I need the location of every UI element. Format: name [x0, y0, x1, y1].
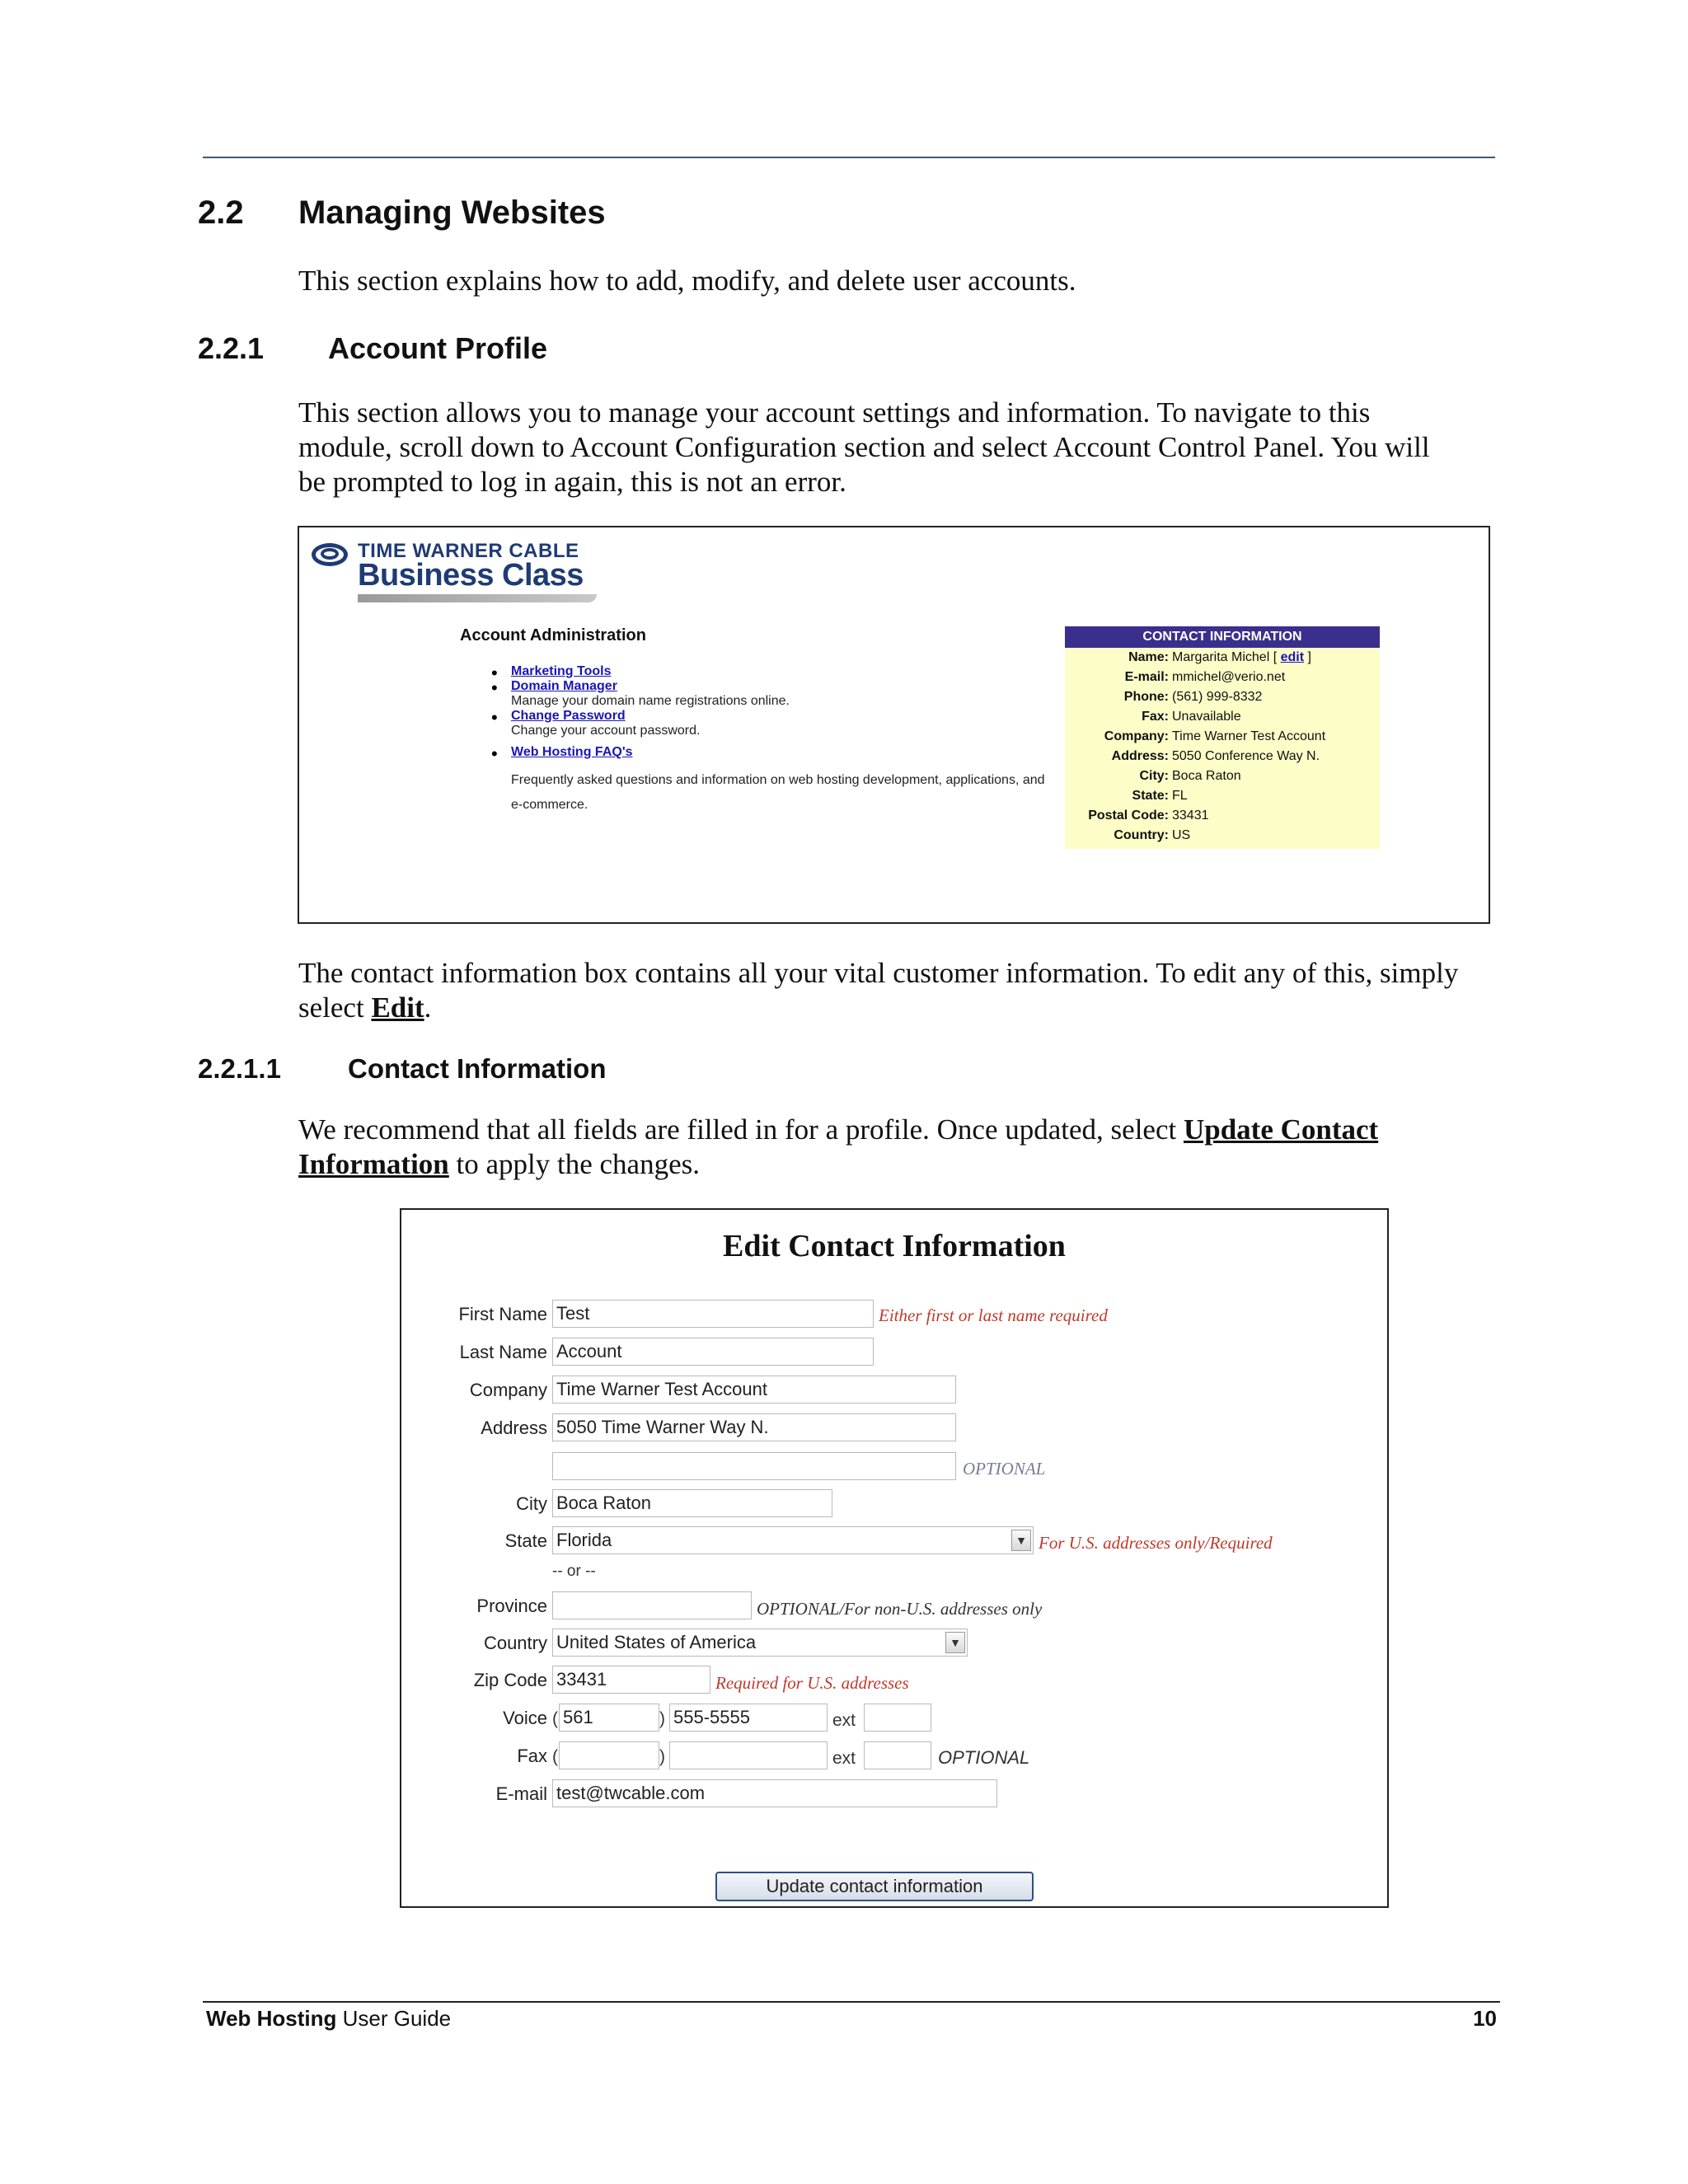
city-field[interactable]: Boca Raton: [552, 1489, 832, 1517]
contact-label: Address:: [1111, 749, 1169, 763]
contact-value: (561) 999-8332: [1172, 690, 1263, 704]
voice-label: Voice: [503, 1708, 547, 1728]
fax-ext-label: ext: [832, 1749, 856, 1768]
contact-row-city: [1065, 766, 1380, 786]
logo-swoosh: [358, 594, 597, 602]
voice-ext-field[interactable]: [864, 1704, 931, 1732]
country-select[interactable]: [552, 1629, 968, 1657]
city-label: City: [516, 1493, 547, 1514]
name-required-note: Either first or last name required: [879, 1305, 1108, 1325]
company-label: Company: [469, 1380, 547, 1400]
section-number: 2.2: [198, 194, 244, 231]
marketing-tools-link[interactable]: • Marketing Tools: [511, 664, 612, 678]
subsubsection-number: 2.2.1.1: [198, 1053, 281, 1084]
fax-area-code-field[interactable]: [559, 1741, 659, 1769]
voice-area-code-field[interactable]: 561: [559, 1704, 659, 1732]
last-name-field[interactable]: Account: [552, 1338, 874, 1366]
email-field[interactable]: test@twcable.com: [552, 1779, 997, 1807]
state-select[interactable]: [552, 1526, 1034, 1554]
contact-row-fax: [1065, 707, 1380, 727]
chevron-down-icon[interactable]: ▼: [945, 1632, 965, 1653]
contact-name-value: Margarita Michel [: [1172, 650, 1278, 664]
page-number: 10: [1473, 2006, 1497, 2031]
subsubsection-body: [298, 1113, 1469, 1182]
contact-value: FL: [1172, 789, 1188, 803]
contact-label: E-mail:: [1124, 670, 1169, 684]
fax-label: Fax: [517, 1746, 547, 1766]
section-intro: This section explains how to add, modify, and delete user accounts.: [298, 265, 1076, 297]
footer-title: [206, 2006, 451, 2032]
web-hosting-faq-link[interactable]: • Web Hosting FAQ's: [511, 745, 633, 759]
first-name-label: First Name: [458, 1304, 547, 1324]
contact-info-header: CONTACT INFORMATION: [1065, 626, 1380, 648]
country-label: Country: [483, 1633, 547, 1653]
section-title: Managing Websites: [298, 194, 606, 231]
footer-title-rest: User Guide: [336, 2006, 452, 2031]
address-field[interactable]: 5050 Time Warner Way N.: [552, 1413, 956, 1441]
province-optional-note: OPTIONAL/For non-U.S. addresses only: [757, 1599, 1043, 1619]
logo-line2: Business Class: [358, 558, 584, 593]
province-field[interactable]: [552, 1591, 752, 1619]
first-name-field[interactable]: Test: [552, 1300, 874, 1328]
footer-title-bold: Web Hosting: [206, 2006, 337, 2031]
contact-row-postal-code: [1065, 806, 1380, 826]
contact-value: US: [1172, 828, 1191, 842]
address2-optional-note: OPTIONAL: [963, 1459, 1046, 1479]
change-password-link[interactable]: • Change Password: [511, 709, 626, 723]
contact-box-text-end: .: [424, 991, 432, 1024]
contact-info-text: We recommend that all fields are filled in for a profile. Once updated, select: [298, 1113, 1184, 1146]
contact-label: Phone:: [1123, 690, 1169, 704]
contact-row-email: [1065, 668, 1380, 687]
fax-optional-note: OPTIONAL: [938, 1747, 1030, 1768]
contact-row-company: [1065, 727, 1380, 747]
subsection-number: 2.2.1: [198, 331, 265, 365]
header-rule: [203, 157, 1495, 158]
edit-reference: Edit: [371, 991, 424, 1024]
contact-label: Postal Code:: [1088, 808, 1169, 823]
time-warner-logo: [310, 537, 631, 607]
subsection-body: This section allows you to manage your account settings and information. To navigate to this module, scroll down to Account Configuration section and select Account Control Panel. You will be prompted to log in again, this is not an error.: [298, 396, 1430, 498]
voice-close-paren: ): [659, 1709, 665, 1728]
list-item: [491, 745, 1068, 818]
zip-code-label: Zip Code: [473, 1670, 547, 1690]
contact-row-country: [1065, 826, 1380, 846]
contact-label: State:: [1132, 789, 1169, 803]
fax-close-paren: ): [659, 1747, 665, 1766]
address2-field[interactable]: [552, 1452, 956, 1480]
footer-rule: [203, 2001, 1500, 2003]
state-required-note: For U.S. addresses only/Required: [1039, 1533, 1273, 1553]
contact-label: Company:: [1104, 729, 1169, 743]
update-contact-button[interactable]: Update contact information: [715, 1872, 1034, 1901]
voice-number-field[interactable]: 555-5555: [669, 1704, 828, 1732]
chevron-down-icon[interactable]: ▼: [1011, 1530, 1031, 1551]
zip-code-field[interactable]: 33431: [552, 1666, 710, 1694]
list-item: [491, 664, 1068, 679]
company-field[interactable]: Time Warner Test Account: [552, 1376, 956, 1404]
subsubsection-title: Contact Information: [348, 1053, 607, 1084]
contact-label: Country:: [1114, 828, 1169, 842]
logo-line1: TIME WARNER CABLE: [358, 540, 579, 562]
contact-value: 5050 Conference Way N.: [1172, 749, 1320, 763]
contact-value: mmichel@verio.net: [1172, 670, 1286, 684]
contact-info-box: [1065, 626, 1380, 849]
change-password-desc: Change your account password.: [511, 724, 701, 738]
contact-label: Name:: [1128, 650, 1169, 664]
state-label: State: [504, 1530, 547, 1551]
contact-row-address: [1065, 747, 1380, 766]
province-label: Province: [476, 1596, 547, 1616]
email-label: E-mail: [495, 1783, 547, 1804]
contact-box-description: [298, 956, 1469, 1025]
contact-label: Fax:: [1142, 710, 1169, 724]
domain-manager-desc: Manage your domain name registrations online.: [511, 694, 790, 708]
fax-ext-field[interactable]: [864, 1741, 931, 1769]
state-select-value: Florida: [556, 1530, 612, 1550]
contact-row-name: [1065, 648, 1380, 668]
contact-row-phone: [1065, 687, 1380, 707]
zip-required-note: Required for U.S. addresses: [715, 1673, 909, 1693]
country-select-value: United States of America: [556, 1632, 757, 1652]
web-hosting-faq-desc: Frequently asked questions and information on web hosting development, applications, and e-commerce.: [511, 773, 1045, 812]
contact-edit-link[interactable]: edit: [1280, 650, 1305, 664]
contact-name-tail: ]: [1307, 650, 1311, 664]
account-admin-title: Account Administration: [460, 626, 646, 644]
contact-label: City:: [1139, 769, 1169, 783]
contact-value: 33431: [1172, 808, 1209, 823]
contact-value: Boca Raton: [1172, 769, 1241, 783]
contact-value: Time Warner Test Account: [1172, 729, 1326, 743]
fax-open-paren: (: [552, 1747, 558, 1766]
voice-open-paren: (: [552, 1709, 558, 1728]
contact-row-state: [1065, 786, 1380, 806]
contact-info-text-end: to apply the changes.: [448, 1148, 700, 1180]
contact-box-text: The contact information box contains all your vital customer information. To edit any of this, simply select: [298, 957, 1459, 1024]
domain-manager-link[interactable]: • Domain Manager: [511, 679, 617, 693]
or-separator: -- or --: [552, 1563, 596, 1580]
logo-ring-inner-icon: [321, 548, 339, 560]
list-item: [491, 679, 1068, 709]
fax-number-field[interactable]: [669, 1741, 828, 1769]
address-label: Address: [481, 1418, 547, 1438]
account-admin-list: [491, 664, 1068, 818]
edit-contact-title: Edit Contact Information: [723, 1229, 1066, 1263]
list-item: [491, 709, 1068, 738]
subsection-title: Account Profile: [328, 331, 548, 365]
contact-value: [1172, 648, 1311, 668]
update-contact-reference: Update Contact Information: [298, 1113, 1379, 1180]
contact-value: Unavailable: [1172, 710, 1241, 724]
voice-ext-label: ext: [832, 1711, 856, 1730]
last-name-label: Last Name: [459, 1342, 547, 1362]
